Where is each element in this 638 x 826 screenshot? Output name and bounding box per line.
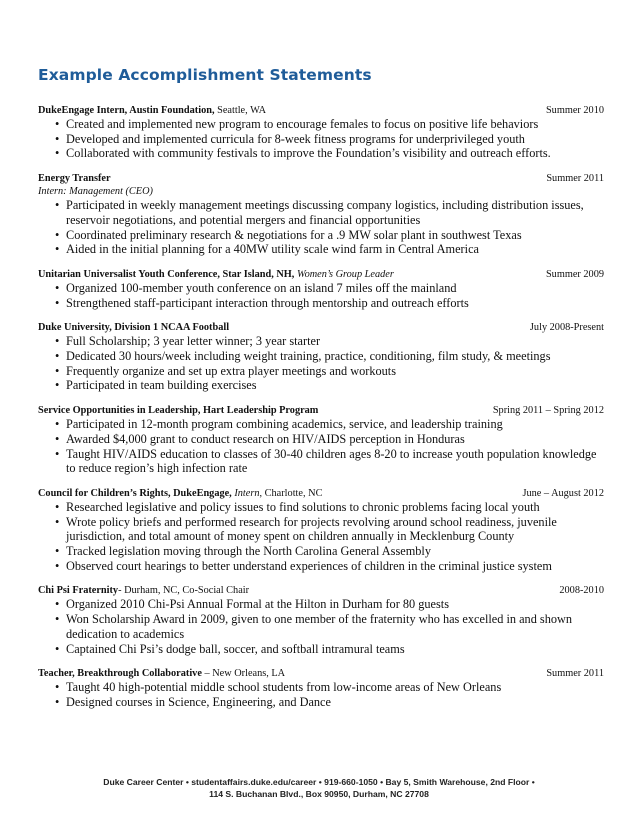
organization-name: Unitarian Universalist Youth Conference, Star Island, NH, [38,268,295,280]
experience-entry [38,487,604,574]
entry-location: , Charlotte, NC [259,487,323,499]
entry-date: Summer 2011 [546,668,604,680]
page-title: Example Accomplishment Statements [38,66,372,84]
entry-date: Spring 2011 – Spring 2012 [492,405,604,417]
bullet-item: • Taught HIV/AIDS education to classes of 30-40 children ages 8-20 to increase youth population knowledge to reduce region’s high infection rate [66,447,604,476]
entry-date: Summer 2009 [545,268,604,280]
bullet-item: • Won Scholarship Award in 2009, given to one member of the fraternity who has excelled in and shown dedication to academics [66,612,604,641]
entry-subtitle: Intern: Management (CEO) [38,186,153,198]
experience-entry [38,104,604,161]
bullet-list [38,334,604,393]
experience-entry [38,667,604,709]
bullet-item: • Coordinated preliminary research & negotiations for a .9 MW solar plant in southwest Texas [66,228,604,243]
entry-role: Intern [234,487,260,499]
entries-list [38,104,604,721]
bullet-item: • Developed and implemented curricula for 8-week fitness programs for underprivileged youth [66,132,604,147]
organization-name: Chi Psi Fraternity [38,585,119,597]
bullet-item: • Wrote policy briefs and performed research for projects revolving around school readiness, juvenile jurisdiction, and total amount of money spent on children annually in Mecklenburg County [66,515,604,544]
bullet-list [38,500,604,574]
bullet-list [38,117,604,161]
bullet-item: • Strengthened staff-participant interaction through mentorship and outreach efforts [66,296,604,311]
bullet-list [38,597,604,656]
entry-detail: - Durham, NC, Co-Social Chair [118,585,250,597]
organization-name: DukeEngage Intern, Austin Foundation, [38,105,215,116]
organization-name: Energy Transfer [38,173,111,185]
footer-line-2: 114 S. Buchanan Blvd., Box 90950, Durham, NC 27708 [209,789,429,799]
bullet-item: • Created and implemented new program to encourage females to focus on positive life behaviors [66,117,604,132]
bullet-item: • Observed court hearings to better understand experiences of children in the criminal justice system [66,559,604,574]
entry-date: 2008-2010 [559,585,604,597]
bullet-item: • Designed courses in Science, Engineering, and Dance [66,695,604,710]
entry-date: July 2008-Present [529,322,604,334]
entry-header [38,584,604,597]
bullet-item: • Frequently organize and set up extra player meetings and workouts [66,364,604,379]
entry-title [38,667,285,680]
organization-name: Service Opportunities in Leadership, Hart Leadership Program [38,405,319,417]
bullet-item: • Participated in team building exercises [66,378,604,393]
experience-entry [38,404,604,476]
bullet-list [38,281,604,310]
bullet-item: • Participated in weekly management meetings discussing company logistics, including distribution issues, reservoir negotiations, and potential mergers and financial opportunities [66,198,604,227]
entry-header [38,404,604,417]
bullet-item: • Collaborated with community festivals to improve the Foundation’s visibility and outreach efforts. [66,146,604,161]
entry-header [38,667,604,680]
bullet-item: • Captained Chi Psi’s dodge ball, soccer, and softball intramural teams [66,642,604,657]
entry-header [38,268,604,281]
entry-title [38,172,111,185]
bullet-list [38,198,604,257]
bullet-item: • Participated in 12-month program combining academics, service, and leadership training [66,417,604,432]
entry-date: June – August 2012 [522,487,604,499]
organization-name: Council for Children’s Rights, DukeEngage, [38,487,232,499]
entry-date: Summer 2011 [546,173,604,185]
organization-name: Duke University, Division 1 NCAA Football [38,322,230,334]
entry-title [38,584,249,597]
footer-line-1: Duke Career Center • studentaffairs.duke.edu/career • 919-660-1050 • Bay 5, Smith Warehouse, 2nd Floor • [103,777,535,787]
entry-title [38,268,394,281]
bullet-item: • Dedicated 30 hours/week including weight training, practice, conditioning, film study, & meetings [66,349,604,364]
bullet-item: • Full Scholarship; 3 year letter winner; 3 year starter [66,334,604,349]
entry-title [38,404,318,417]
experience-entry [38,268,604,310]
experience-entry [38,584,604,656]
experience-entry [38,172,604,257]
bullet-item: • Aided in the initial planning for a 40MW utility scale wind farm in Central America [66,242,604,257]
organization-name: Teacher, Breakthrough Collaborative [38,668,202,680]
entry-detail: – New Orleans, LA [201,668,286,680]
bullet-item: • Organized 100-member youth conference on an island 7 miles off the mainland [66,281,604,296]
bullet-item: • Awarded $4,000 grant to conduct research on HIV/AIDS perception in Honduras [66,432,604,447]
entry-date: Summer 2010 [545,105,604,116]
entry-title [38,104,266,117]
bullet-list [38,417,604,476]
entry-header [38,487,604,500]
entry-title [38,487,322,500]
bullet-item: • Researched legislative and policy issues to find solutions to chronic problems facing local youth [66,500,604,515]
bullet-item: • Taught 40 high-potential middle school students from low-income areas of New Orleans [66,680,604,695]
experience-entry [38,321,604,393]
bullet-list [38,680,604,709]
footer [0,776,638,800]
entry-header [38,104,604,117]
bullet-item: • Tracked legislation moving through the North Carolina General Assembly [66,544,604,559]
entry-header [38,172,604,185]
entry-role: Women’s Group Leader [296,268,394,280]
bullet-item: • Organized 2010 Chi-Psi Annual Formal at the Hilton in Durham for 80 guests [66,597,604,612]
entry-detail: Seattle, WA [214,105,267,116]
entry-header [38,321,604,334]
entry-title [38,321,229,334]
